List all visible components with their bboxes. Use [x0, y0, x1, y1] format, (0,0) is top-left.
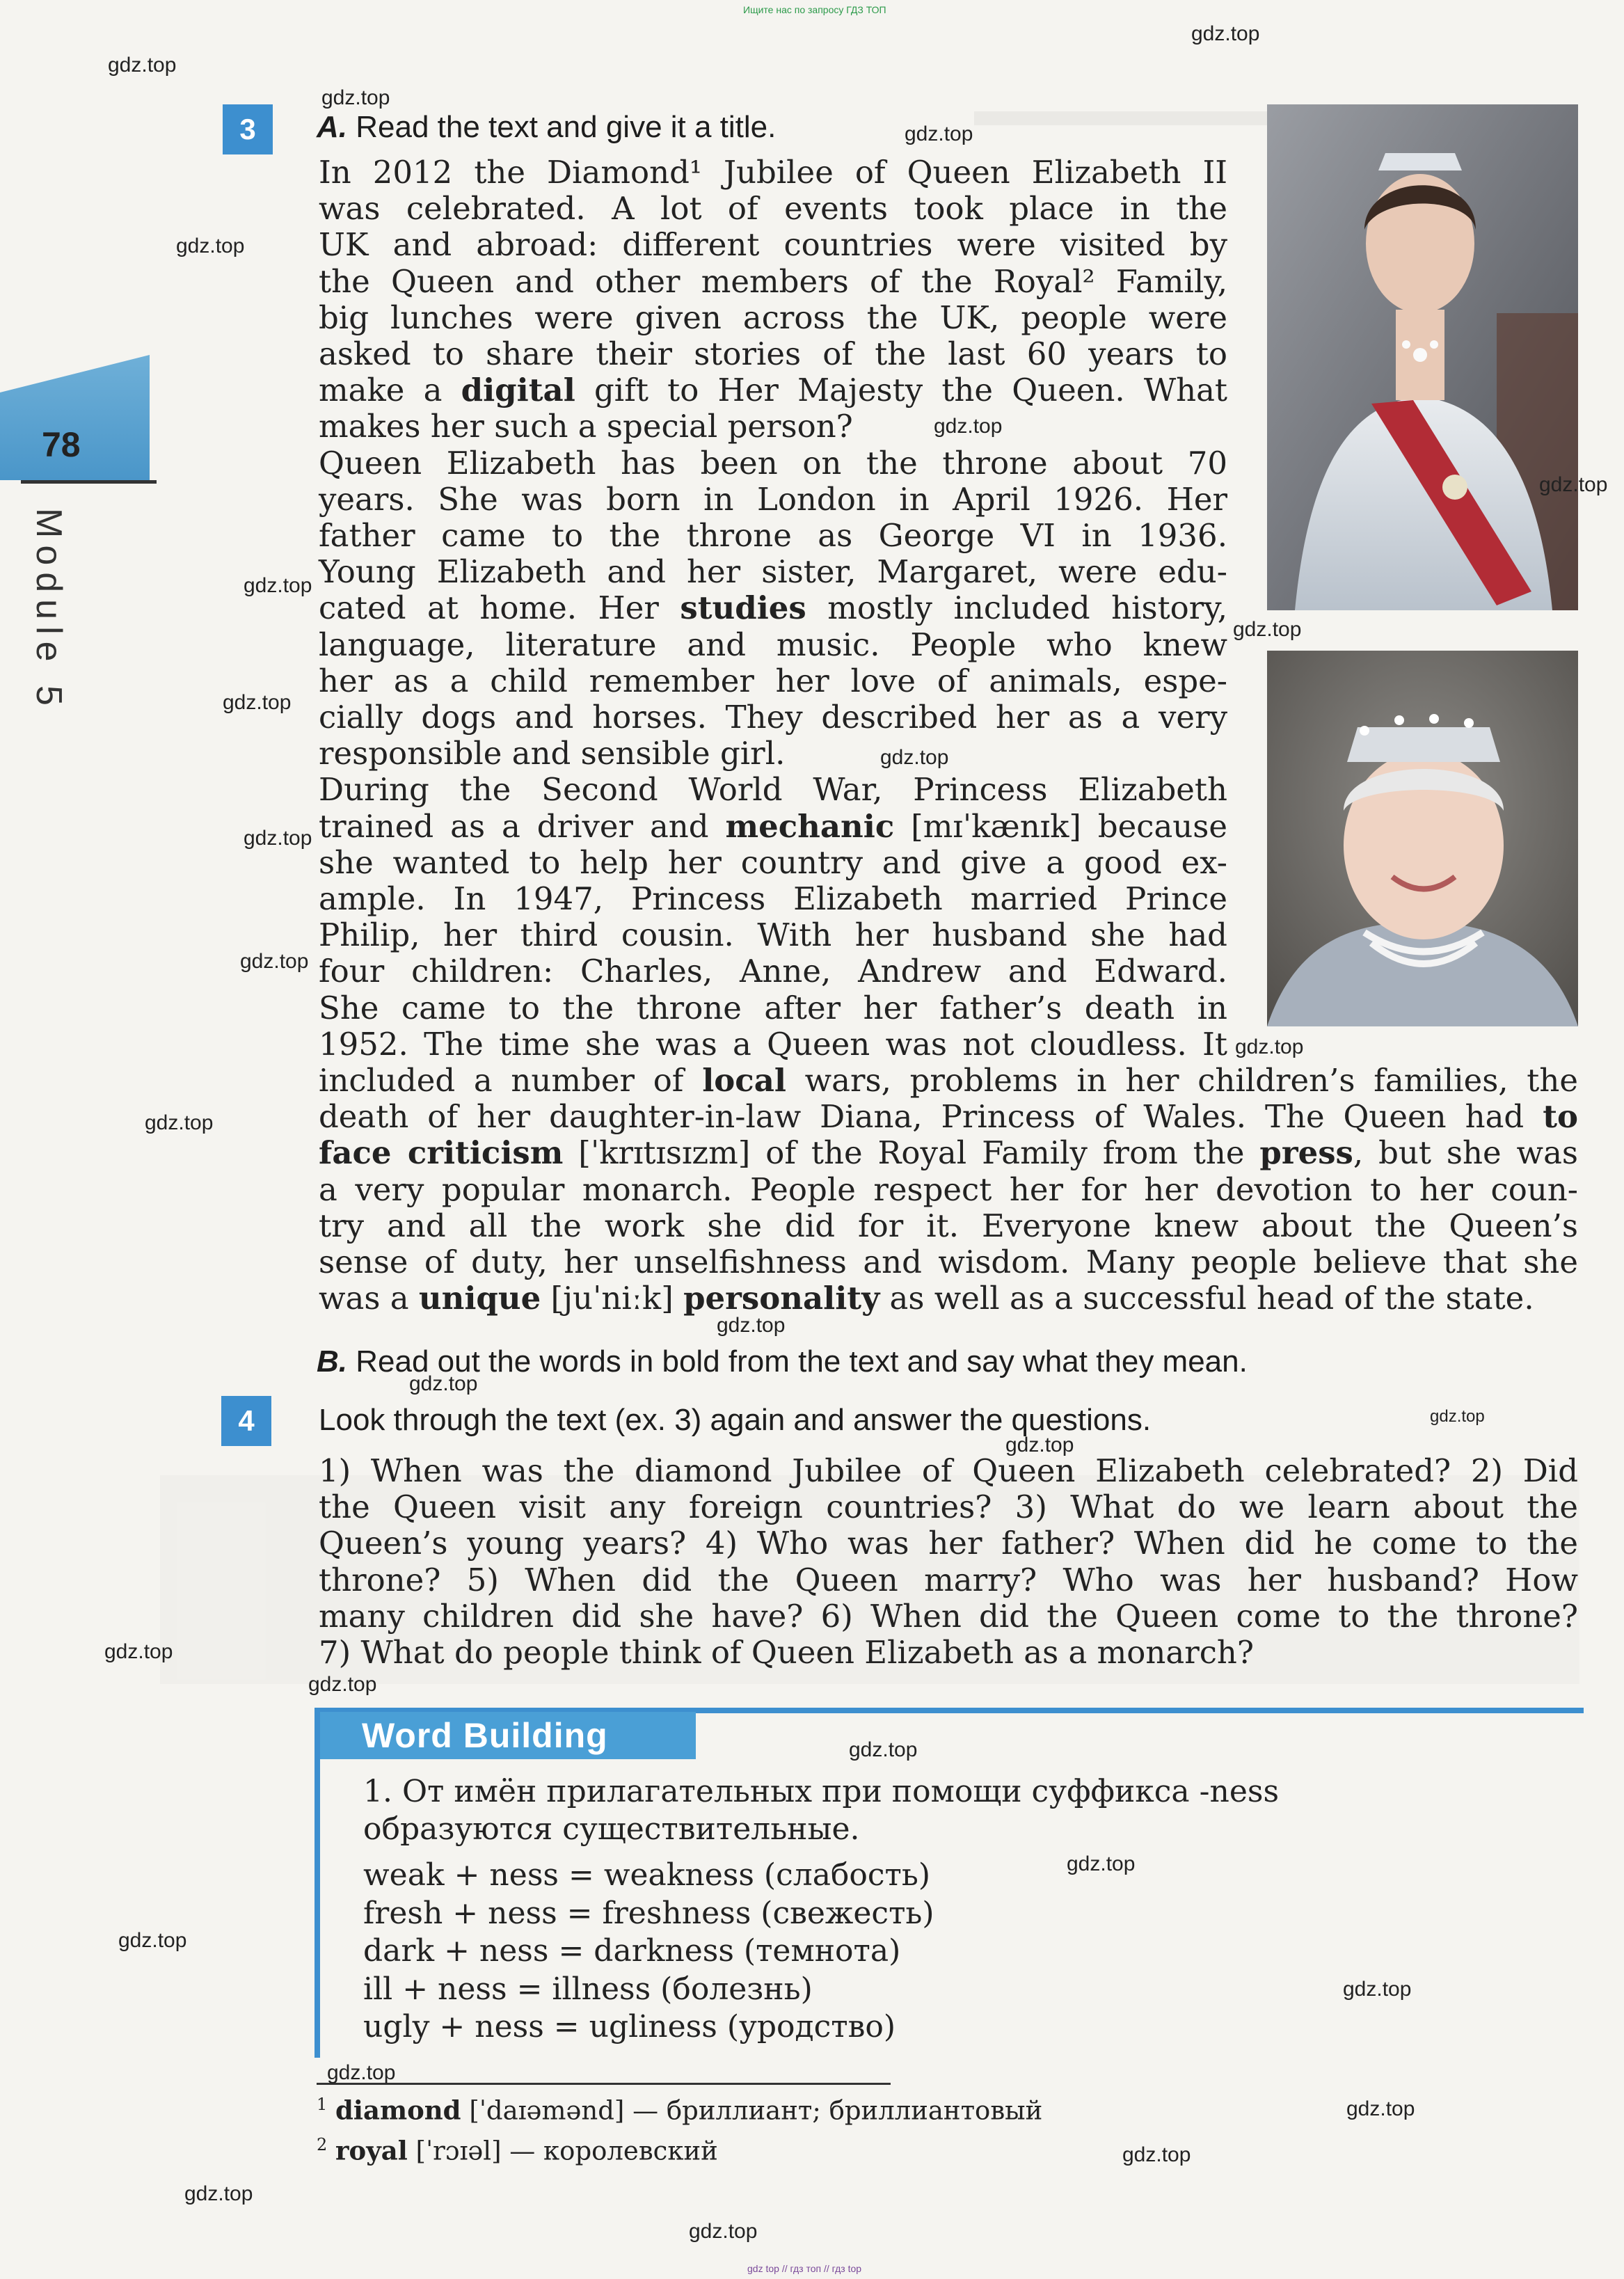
bold-term: to [1543, 1098, 1578, 1136]
watermark: gdz.top [880, 746, 949, 769]
watermark: gdz.top [849, 1738, 918, 1761]
exercise-3-text-line: father came to the throne as George VI in 1936. [319, 517, 1227, 555]
footnote-1 [317, 2095, 1042, 2125]
bold-term: press [1259, 1134, 1353, 1172]
exercise-3-text-line: death of her daughter-in-law Diana, Princess of Wales. The Queen had to [319, 1098, 1578, 1136]
watermark: gdz.top [145, 1111, 214, 1134]
watermark: gdz.top [1235, 1035, 1304, 1058]
bold-term: unique [418, 1280, 541, 1317]
watermark: gdz.top [184, 2182, 253, 2205]
exercise-3-text-line: she wanted to help her country and give a good ex- [319, 843, 1227, 881]
exercise-3-text-line: language, literature and music. People who knew [319, 626, 1227, 663]
watermark: gdz.top [1005, 1434, 1074, 1456]
watermark: gdz.top [104, 1640, 173, 1663]
elder-queen-image [1267, 651, 1578, 1026]
watermark: gdz.top [689, 2220, 758, 2243]
watermark: gdz.top [108, 54, 177, 77]
watermark: gdz.top [905, 122, 973, 145]
watermark: gdz.top [223, 691, 292, 714]
page-number-rule [21, 480, 157, 484]
bold-term: digital [461, 372, 575, 409]
bold-term: face criticism [319, 1134, 564, 1172]
word-building-example: dark + ness = darkness (темнота) [363, 1933, 901, 1969]
watermark: gdz.top [321, 86, 390, 109]
watermark: gdz.top [934, 415, 1003, 438]
exercise-3-text-line: In 2012 the Diamond¹ Jubilee of Queen Elizabeth II [319, 154, 1227, 191]
task-letter-a: A. [317, 110, 347, 144]
exercise-3-text-line: 1952. The time she was a Queen was not cloudless. It [319, 1025, 1227, 1063]
exercise-3-text-line: face criticism [ˈkrɪtɪsɪzm] of the Royal Family from the press, but she was [319, 1134, 1578, 1172]
exercise-4-question-line: Queen’s young years? 4) Who was her father? When did he come to the [319, 1525, 1578, 1562]
exercise-4-questions [319, 1453, 1578, 1671]
watermark: gdz.top [244, 574, 312, 597]
bottom-banner[interactable]: gdz top // гдз топ // гдз top [747, 2263, 862, 2274]
word-building-title: Word Building [320, 1712, 696, 1759]
watermark: gdz.top [1346, 2097, 1415, 2120]
exercise-3-text-line: She came to the throne after her father’s death in [319, 989, 1227, 1026]
exercise-4-number: 4 [221, 1396, 271, 1446]
exercise-4-question-line: 1) When was the diamond Jubilee of Queen Elizabeth celebrated? 2) Did [319, 1452, 1578, 1489]
exercise-3-text-line: Young Elizabeth and her sister, Margaret, were edu- [319, 553, 1227, 591]
page-number: 78 [42, 425, 81, 464]
watermark: gdz.top [1343, 1978, 1412, 2001]
watermark: gdz.top [240, 950, 309, 973]
exercise-3-text-line: big lunches were given across the UK, people were [319, 299, 1227, 336]
exercise-3-text-line: a very popular monarch. People respect her for her devotion to her coun- [319, 1170, 1578, 1208]
watermark: gdz.top [176, 235, 245, 257]
footnote-rule [317, 2083, 891, 2085]
exercise-3-text-line: trained as a driver and mechanic [mɪˈkænɪk] because [319, 807, 1227, 845]
watermark: gdz.top [1430, 1407, 1485, 1426]
exercise-3-text-line: was a unique [juˈniːk] personality as well as a successful head of the state. [319, 1280, 1534, 1317]
exercise-3-text-line: four children: Charles, Anne, Andrew and Edward. [319, 953, 1227, 990]
exercise-3-text-line: asked to share their stories of the last 60 years to [319, 335, 1227, 373]
young-queen-image [1267, 104, 1578, 610]
bold-term: studies [680, 589, 806, 627]
watermark: gdz.top [118, 1929, 187, 1952]
watermark: gdz.top [244, 827, 312, 850]
exercise-4-task: Look through the text (ex. 3) again and answer the questions. [319, 1403, 1152, 1437]
footnote-2-mark: 2 [317, 2135, 328, 2154]
exercise-4-question-line: throne? 5) When did the Queen marry? Who was her husband? How [319, 1561, 1578, 1598]
module-label: Module 5 [29, 508, 69, 713]
watermark: gdz.top [1067, 1852, 1136, 1875]
exercise-3-text-line: During the Second World War, Princess Elizabeth [319, 771, 1227, 809]
footnote-2 [317, 2135, 718, 2166]
task-a-text: Read the text and give it a title. [356, 110, 777, 144]
word-building-example: fresh + ness = freshness (свежесть) [363, 1895, 934, 1931]
bold-term: local [702, 1062, 786, 1099]
bold-term: mechanic [725, 807, 895, 845]
footnote-1-mark: 1 [317, 2095, 328, 2114]
watermark: gdz.top [1191, 22, 1260, 45]
exercise-3-text-narrow [319, 154, 1227, 1063]
exercise-3-text-line: Queen Elizabeth has been on the throne about 70 [319, 444, 1227, 482]
exercise-3-task-a [317, 110, 776, 145]
word-building-rule-line-2: образуются существительные. [363, 1811, 860, 1847]
exercise-3-text-line: responsible and sensible girl. [319, 735, 786, 772]
footnote-2-word: royal [335, 2135, 408, 2166]
exercise-3-text-line: try and all the work she did for it. Everyone knew about the Queen’s [319, 1207, 1578, 1244]
exercise-3-text-line: cially dogs and horses. They described her as a very [319, 699, 1227, 736]
watermark: gdz.top [1233, 618, 1302, 641]
watermark: gdz.top [308, 1673, 377, 1696]
exercise-3-text-line: years. She was born in London in April 1926. Her [319, 480, 1227, 518]
exercise-3-text-wide [319, 1063, 1578, 1317]
word-building-rule-line-1: 1. От имён прилагательных при помощи суффикса -ness [363, 1774, 1280, 1809]
watermark: gdz.top [1539, 473, 1608, 496]
exercise-3-text-line: make a digital gift to Her Majesty the Queen. What [319, 372, 1227, 409]
footnote-2-text: [ˈrɔɪəl] — королевский [415, 2136, 718, 2166]
exercise-3-text-line: the Queen and other members of the Royal² Family, [319, 262, 1227, 300]
photo-elder-queen [1267, 651, 1578, 1026]
word-building-examples [363, 1857, 934, 2047]
exercise-4-question-line: the Queen visit any foreign countries? 3) What do we learn about the [319, 1488, 1578, 1526]
exercise-3-text-line: her as a child remember her love of animals, espe- [319, 662, 1227, 699]
word-building-example: ugly + ness = ugliness (уродство) [363, 2009, 896, 2044]
exercise-3-number: 3 [223, 104, 273, 154]
task-b-text: Read out the words in bold from the text and say what they mean. [356, 1344, 1248, 1379]
exercise-4-question-line: many children did she have? 6) When did the Queen come to the throne? [319, 1597, 1578, 1635]
watermark: gdz.top [409, 1372, 478, 1395]
word-building-example: weak + ness = weakness (слабость) [363, 1857, 931, 1893]
footnote-1-text: [ˈdaɪəmənd] — бриллиант; бриллиантовый [469, 2095, 1043, 2126]
exercise-3-text-line: UK and abroad: different countries were visited by [319, 226, 1227, 264]
exercise-4-question-line: 7) What do people think of Queen Elizabeth as a monarch? [319, 1634, 1255, 1671]
watermark: gdz.top [717, 1314, 786, 1337]
top-banner[interactable]: Ищите нас по запросу ГДЗ ТОП [743, 4, 886, 15]
exercise-3-text-line: ample. In 1947, Princess Elizabeth married Prince [319, 880, 1227, 918]
photo-young-queen [1267, 104, 1578, 610]
watermark: gdz.top [1122, 2143, 1191, 2166]
bold-term: personality [683, 1280, 880, 1317]
word-building-example: ill + ness = illness (болезнь) [363, 1971, 813, 2007]
exercise-3-text-line: makes her such a special person? [319, 408, 853, 445]
exercise-3-text-line: Philip, her third cousin. With her husband she had [319, 916, 1227, 954]
watermark: gdz.top [327, 2061, 396, 2084]
footnote-1-word: diamond [335, 2095, 461, 2126]
task-letter-b: B. [317, 1344, 347, 1379]
exercise-3-text-line: was celebrated. A lot of events took place in the [319, 190, 1227, 228]
exercise-3-text-line: sense of duty, her unselfishness and wisdom. Many people believe that she [319, 1244, 1578, 1281]
exercise-3-text-line: included a number of local wars, problems in her children’s families, the [319, 1062, 1578, 1099]
exercise-3-text-line: cated at home. Her studies mostly included history, [319, 589, 1228, 627]
